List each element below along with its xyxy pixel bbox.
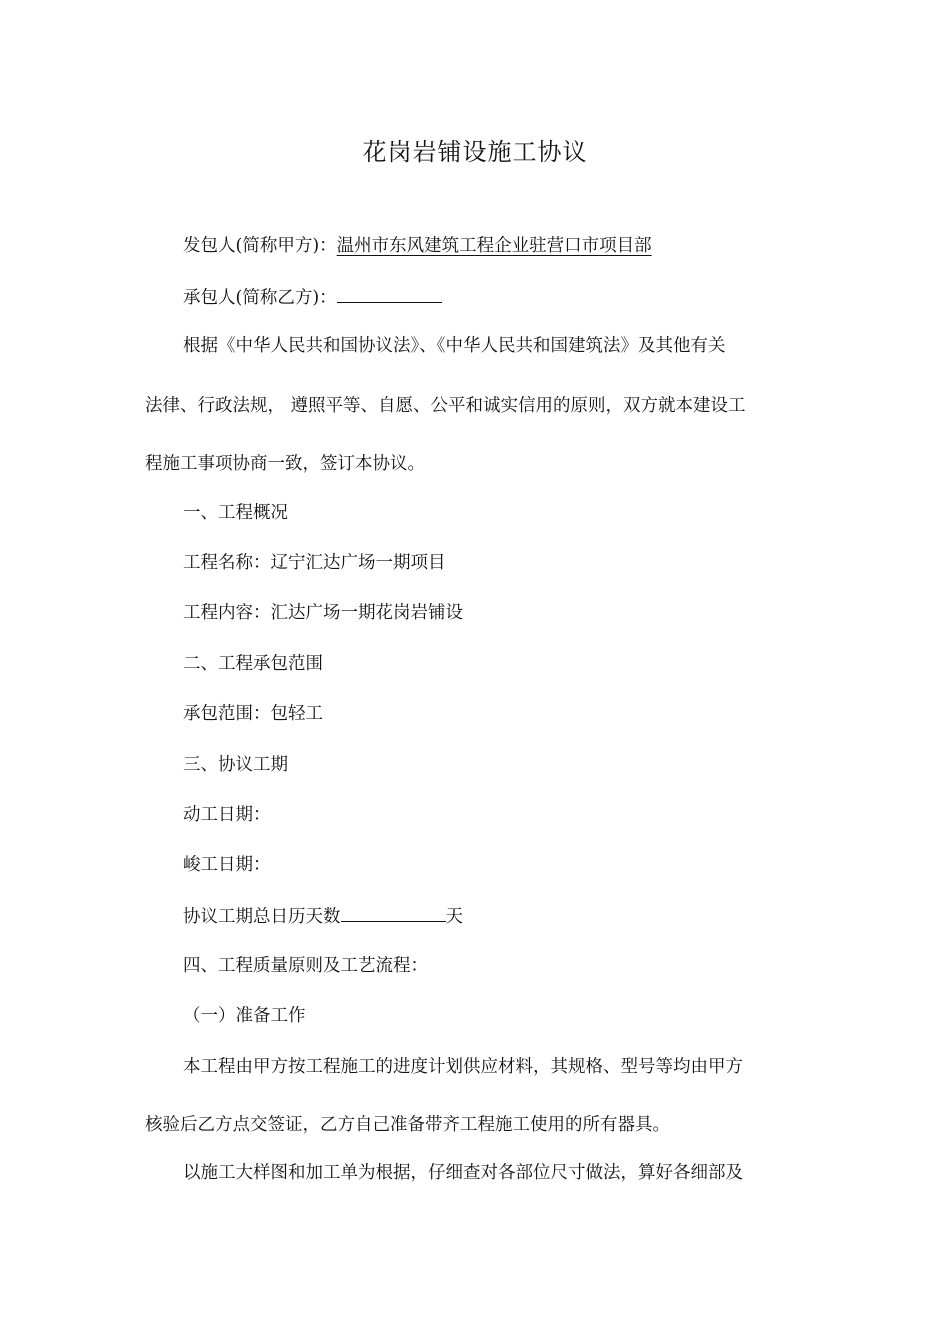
section4-heading: 四、工程质量原则及工艺流程： — [183, 956, 428, 976]
preamble-line-3: 程施工事项协商一致，签订本协议。 — [145, 454, 425, 474]
total-days-prefix: 协议工期总日历天数 — [183, 907, 341, 927]
document-title: 花岗岩铺设施工协议 — [362, 138, 588, 166]
employer-line — [183, 234, 652, 258]
total-days-line — [183, 903, 463, 929]
employer-label: 发包人(简称甲方)： — [183, 236, 337, 256]
section2-heading: 二、工程承包范围 — [183, 654, 323, 674]
layout-para-line-1: 以施工大样图和加工单为根据，仔细查对各部位尺寸做法，算好各细部及 — [183, 1163, 743, 1183]
preparation-para-line-1: 本工程由甲方按工程施工的进度计划供应材料，其规格、型号等均由甲方 — [183, 1057, 743, 1077]
preamble-line-2: 法律、行政法规， 遵照平等、自愿、公平和诚实信用的原则，双方就本建设工 — [145, 396, 746, 416]
employer-value: 温州市东风建筑工程企业驻营口市项目部 — [336, 236, 652, 256]
contractor-label: 承包人(简称乙方)： — [183, 288, 337, 308]
end-date: 峻工日期： — [183, 855, 271, 875]
project-name: 工程名称：辽宁汇达广场一期项目 — [183, 553, 446, 573]
preparation-heading: （一）准备工作 — [183, 1006, 306, 1026]
contractor-blank — [337, 284, 442, 303]
total-days-suffix: 天 — [445, 907, 463, 927]
section1-heading: 一、工程概况 — [183, 503, 288, 523]
preamble-line-1: 根据《中华人民共和国协议法》、《中华人民共和国建筑法》及其他有关 — [183, 336, 726, 356]
contract-scope: 承包范围：包轻工 — [183, 704, 323, 724]
total-days-blank — [341, 903, 446, 922]
section3-heading: 三、协议工期 — [183, 755, 288, 775]
contractor-line — [183, 284, 442, 310]
preparation-para-line-2: 核验后乙方点交签证，乙方自己准备带齐工程施工使用的所有器具。 — [145, 1115, 670, 1135]
start-date: 动工日期： — [183, 805, 271, 825]
project-content: 工程内容：汇达广场一期花岗岩铺设 — [183, 603, 463, 623]
